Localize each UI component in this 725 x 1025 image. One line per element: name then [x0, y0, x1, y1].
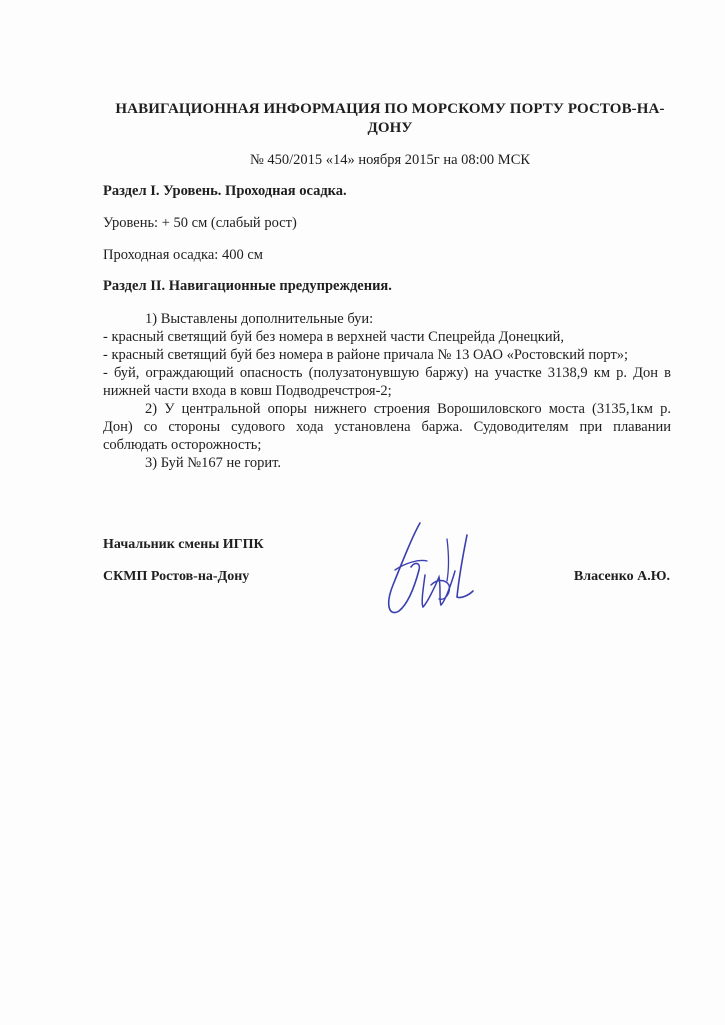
warnings-list [103, 310, 671, 472]
signer-organization: СКМП Ростов-на-Дону [103, 569, 250, 584]
warning-item-2: 2) У центральной опоры нижнего строения Ворошиловского моста (3135,1км р. Дон) со стороны судового хода установлена баржа. Судоводителям при плавании соблюдать осторожность; [103, 401, 671, 453]
document-title: НАВИГАЦИОННАЯ ИНФОРМАЦИЯ ПО МОРСКОМУ ПОРТУ РОСТОВ-НА-ДОНУ [115, 101, 665, 136]
warning-item-3: 3) Буй №167 не горит. [145, 455, 282, 471]
buoy-line-3: - буй, ограждающий опасность (полузатонувшую баржу) на участке 3138,9 км р. Дон в нижней части входа в ковш Подводречстроя-2; [103, 365, 671, 399]
issue-number-date: № 450/2015 «14» ноября 2015г на 08:00 МСК [249, 152, 531, 168]
warning-item-1: 1) Выставлены дополнительные буи: [145, 311, 374, 327]
passage-draft: Проходная осадка: 400 см [103, 247, 263, 263]
section-1-heading: Раздел I. Уровень. Проходная осадка. [103, 183, 347, 199]
section-2-heading: Раздел II. Навигационные предупреждения. [103, 278, 392, 294]
buoy-line-1: - красный светящий буй без номера в верхней части Спецрейда Донецкий, [103, 329, 564, 345]
signer-name: Власенко А.Ю. [573, 569, 670, 584]
buoy-line-2: - красный светящий буй без номера в районе причала № 13 ОАО «Ростовский порт»; [103, 347, 629, 363]
signer-position: Начальник смены ИГПК [103, 537, 264, 552]
handwritten-signature [375, 515, 495, 625]
water-level: Уровень: + 50 см (слабый рост) [103, 215, 297, 231]
